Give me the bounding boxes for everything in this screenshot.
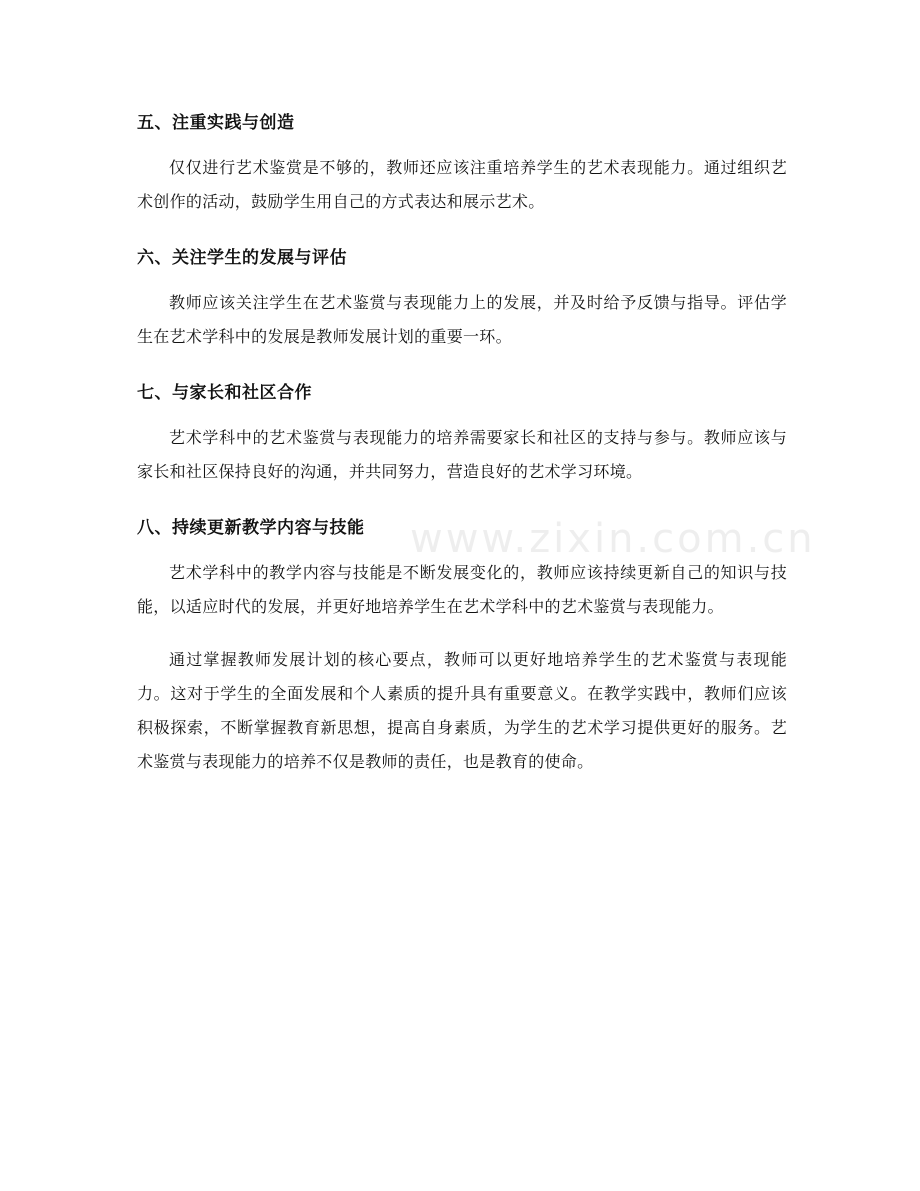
section-heading-5: 五、注重实践与创造: [137, 113, 295, 133]
document-body: [137, 106, 787, 801]
section-paragraph-5: 仅仅进行艺术鉴赏是不够的，教师还应该注重培养学生的艺术表现能力。通过组织艺术创作的活动，鼓励学生用自己的方式表达和展示艺术。: [137, 158, 787, 211]
section-heading-6: 六、关注学生的发展与评估: [137, 248, 347, 268]
conclusion-paragraph: 通过掌握教师发展计划的核心要点，教师可以更好地培养学生的艺术鉴赏与表现能力。这对于学生的全面发展和个人素质的提升具有重要意义。在教学实践中，教师们应该积极探索，不断掌握教育新思想，提高自身素质，为学生的艺术学习提供更好的服务。艺术鉴赏与表现能力的培养不仅是教师的责任，也是教育的使命。: [137, 650, 787, 771]
section-paragraph-6: 教师应该关注学生在艺术鉴赏与表现能力上的发展，并及时给予反馈与指导。评估学生在艺术学科中的发展是教师发展计划的重要一环。: [137, 293, 787, 346]
watermark-text: www.zixin.com.cn: [410, 516, 816, 562]
section-paragraph-8: 艺术学科中的教学内容与技能是不断发展变化的，教师应该持续更新自己的知识与技能，以适应时代的发展，并更好地培养学生在艺术学科中的艺术鉴赏与表现能力。: [137, 563, 787, 616]
section-paragraph-7: 艺术学科中的艺术鉴赏与表现能力的培养需要家长和社区的支持与参与。教师应该与家长和社区保持良好的沟通，并共同努力，营造良好的艺术学习环境。: [137, 428, 787, 481]
section-heading-8: 八、持续更新教学内容与技能: [137, 518, 365, 538]
section-heading-7: 七、与家长和社区合作: [137, 383, 312, 403]
